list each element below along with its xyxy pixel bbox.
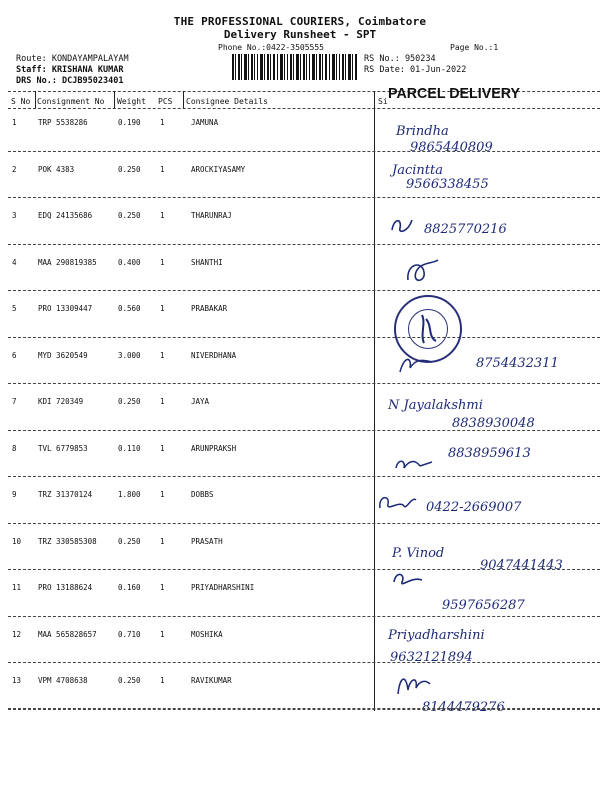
- staff-label: Staff: KRISHANA KUMAR: [16, 65, 124, 75]
- row-consignment-no: PRO 13309447: [38, 304, 93, 313]
- row-sno: 6: [12, 350, 17, 360]
- row-separator: [8, 197, 600, 198]
- row-handwritten-name: Brindha: [396, 124, 449, 139]
- row-consignee: MOSHIKA: [191, 629, 223, 639]
- row-handwritten-name: N Jayalakshmi: [388, 398, 483, 413]
- row-sno: 3: [12, 211, 17, 220]
- company-title: THE PROFESSIONAL COURIERS, Coimbatore: [173, 15, 427, 28]
- row-handwritten-phone: 8825770216: [424, 222, 507, 237]
- row-handwritten-phone: 9597656287: [442, 598, 525, 613]
- row-weight: 3.000: [118, 350, 141, 360]
- row-consignee: AROCKIYASAMY: [191, 164, 246, 174]
- row-consignee: DOBBS: [191, 490, 214, 499]
- row-weight: 1.800: [118, 490, 141, 499]
- page-number: Page No.:1: [450, 43, 499, 52]
- row-consignment-no: VPM 4708638: [38, 676, 88, 685]
- row-consignment-no: TRZ 31370124: [38, 490, 93, 499]
- row-handwritten-name: P. Vinod: [392, 546, 445, 561]
- header-signature: Si: [378, 97, 388, 106]
- column-divider: [183, 91, 184, 108]
- row-weight: 0.250: [118, 397, 141, 406]
- row-separator: [8, 290, 600, 291]
- row-separator: [8, 383, 600, 384]
- row-consignment-no: TVL 6779853: [38, 443, 88, 453]
- column-divider: [35, 91, 36, 108]
- row-consignment-no: KDI 720349: [38, 397, 84, 406]
- parcel-delivery-stamp: PARCEL DELIVERY: [388, 85, 520, 102]
- row-consignee: ARUNPRAKSH: [191, 443, 237, 453]
- row-handwritten-phone: 9865440809: [410, 140, 493, 155]
- row-separator: [8, 662, 600, 663]
- row-handwritten-phone: 9566338455: [406, 177, 489, 192]
- row-weight: 0.160: [118, 583, 141, 592]
- row-weight: 0.560: [118, 304, 141, 313]
- row-consignee: NIVERDHANA: [191, 350, 237, 360]
- row-separator: [8, 430, 600, 431]
- row-pcs: 1: [160, 490, 165, 499]
- row-separator: [8, 151, 600, 152]
- row-weight: 0.250: [118, 676, 141, 685]
- row-weight: 0.110: [118, 443, 141, 453]
- row-sno: 12: [12, 629, 22, 639]
- header-consignment: Consignment No: [37, 97, 105, 106]
- row-separator: [8, 337, 600, 338]
- signature-scribble: [396, 352, 436, 378]
- row-consignee: PRIYADHARSHINI: [191, 583, 255, 592]
- row-weight: 0.190: [118, 118, 141, 127]
- row-consignee: RAVIKUMAR: [191, 676, 232, 685]
- row-weight: 0.250: [118, 536, 141, 546]
- row-handwritten-phone: 0422-2669007: [426, 500, 522, 515]
- row-pcs: 1: [160, 350, 165, 360]
- row-consignee: SHANTHI: [191, 257, 223, 267]
- signature-scribble: [402, 254, 442, 288]
- signature-scribble: [390, 568, 426, 590]
- row-consignee: PRASATH: [191, 536, 223, 546]
- row-sno: 10: [12, 536, 22, 546]
- row-consignment-no: MYD 3620549: [38, 350, 88, 360]
- rs-date: RS Date: 01-Jun-2022: [364, 65, 467, 75]
- row-weight: 0.250: [118, 164, 141, 174]
- row-sno: 1: [12, 118, 17, 127]
- row-pcs: 1: [160, 397, 165, 406]
- signature-scribble: [388, 214, 418, 236]
- row-weight: 0.710: [118, 629, 141, 639]
- row-pcs: 1: [160, 629, 165, 639]
- phone-number: Phone No.:0422-3505555: [218, 43, 324, 52]
- signature-scribble: [392, 452, 436, 476]
- row-handwritten-phone: 9047441443: [480, 558, 563, 573]
- signature-scribble: [394, 670, 434, 700]
- row-handwritten-phone: 8144479276: [422, 700, 505, 715]
- row-weight: 0.400: [118, 257, 141, 267]
- row-pcs: 1: [160, 118, 165, 127]
- row-separator: [8, 523, 600, 524]
- drs-number: DRS No.: DCJB95023401: [16, 76, 124, 86]
- row-separator: [8, 476, 600, 477]
- row-sno: 11: [12, 583, 22, 592]
- row-consignment-no: TRP 5538286: [38, 118, 88, 127]
- row-sno: 4: [12, 257, 17, 267]
- row-handwritten-phone: 8754432311: [476, 356, 559, 371]
- row-consignee: PRABAKAR: [191, 304, 228, 313]
- row-pcs: 1: [160, 443, 165, 453]
- row-consignee: JAMUNA: [191, 118, 219, 127]
- row-pcs: 1: [160, 536, 165, 546]
- row-handwritten-name: Jacintta: [392, 163, 443, 178]
- table-bottom-rule: [8, 708, 600, 709]
- row-handwritten-name: Priyadharshini: [388, 628, 485, 643]
- row-consignment-no: MAA 565828657: [38, 629, 97, 639]
- row-sno: 13: [12, 676, 22, 685]
- row-handwritten-phone: 8838959613: [448, 446, 531, 461]
- header-consignee: Consignee Details: [186, 97, 268, 106]
- row-handwritten-phone: 9632121894: [390, 650, 473, 665]
- row-pcs: 1: [160, 164, 165, 174]
- row-pcs: 1: [160, 676, 165, 685]
- barcode: [232, 54, 357, 80]
- row-sno: 8: [12, 443, 17, 453]
- row-sno: 2: [12, 164, 17, 174]
- signature-column-divider: [374, 91, 375, 711]
- seal-signature: [414, 311, 444, 347]
- row-sno: 9: [12, 490, 17, 499]
- document-subtitle: Delivery Runsheet - SPT: [223, 28, 377, 41]
- row-pcs: 1: [160, 583, 165, 592]
- row-sno: 7: [12, 397, 17, 406]
- signature-scribble: [376, 490, 420, 518]
- row-consignment-no: POK 4383: [38, 164, 75, 174]
- header-sno: S No: [11, 97, 31, 106]
- row-weight: 0.250: [118, 211, 141, 220]
- row-consignment-no: PRO 13188624: [38, 583, 93, 592]
- row-sno: 5: [12, 304, 17, 313]
- row-consignee: JAYA: [191, 397, 210, 406]
- row-consignment-no: TRZ 330585308: [38, 536, 97, 546]
- route-label: Route: KONDAYAMPALAYAM: [16, 54, 129, 64]
- row-consignment-no: EDQ 24135686: [38, 211, 93, 220]
- row-pcs: 1: [160, 304, 165, 313]
- header-bottom-rule: [8, 108, 600, 109]
- row-pcs: 1: [160, 211, 165, 220]
- column-divider: [114, 91, 115, 108]
- row-handwritten-phone: 8838930048: [452, 416, 535, 431]
- header-pcs: PCS: [158, 97, 173, 106]
- row-consignment-no: MAA 290819385: [38, 257, 97, 267]
- rs-number: RS No.: 950234: [364, 54, 436, 64]
- row-pcs: 1: [160, 257, 165, 267]
- header-weight: Weight: [117, 97, 146, 106]
- row-separator: [8, 244, 600, 245]
- row-consignee: THARUNRAJ: [191, 211, 232, 220]
- row-separator: [8, 616, 600, 617]
- row-separator: [8, 569, 600, 570]
